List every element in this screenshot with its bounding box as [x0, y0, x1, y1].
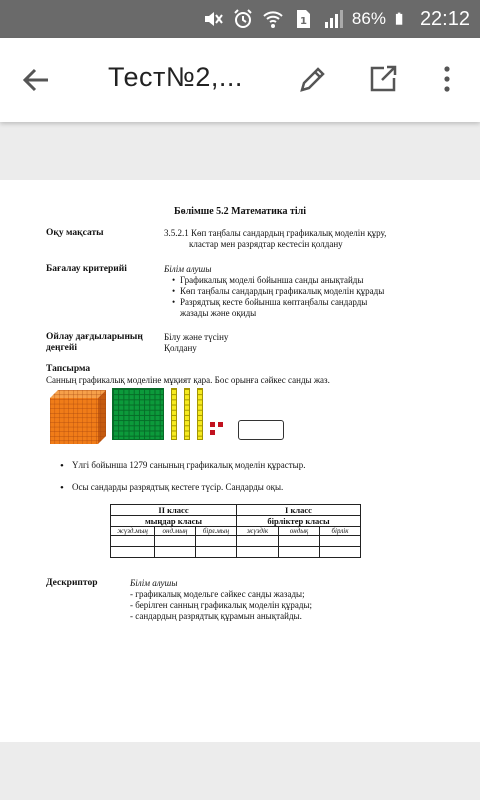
- column-header: бірл.мың: [196, 527, 237, 536]
- thinking-value-2: Қолдану: [164, 343, 197, 353]
- unit-cube-image: [218, 422, 223, 427]
- descriptor-label: Дескриптор: [46, 578, 98, 588]
- document-page: [0, 180, 480, 742]
- mute-icon: [202, 8, 224, 30]
- table-cell[interactable]: [155, 536, 196, 547]
- descriptor-subtitle: Білім алушы: [130, 578, 178, 588]
- task-text: Санның графикалық моделіне мұқият қара. Бос орынға сәйкес санды жаз.: [46, 375, 330, 385]
- table-cell[interactable]: [237, 547, 279, 558]
- ten-rod-image: [171, 388, 177, 440]
- more-vert-icon[interactable]: [438, 64, 456, 94]
- status-bar: [0, 0, 480, 38]
- page-heading: Бөлімше 5.2 Математика тілі: [173, 206, 307, 217]
- table-cell[interactable]: [320, 547, 361, 558]
- objective-label: Оқу мақсаты: [46, 228, 104, 238]
- table-cell[interactable]: [196, 536, 237, 547]
- descriptor-item: - берілген санның графикалық моделін құрады;: [130, 600, 313, 610]
- place-value-table: [110, 504, 361, 558]
- table-cell[interactable]: [196, 547, 237, 558]
- criteria-item: • Графикалық моделі бойынша санды анықтайды: [180, 275, 363, 286]
- table-cell[interactable]: [279, 547, 320, 558]
- bullet-item: • Осы сандарды разрядтық кестеге түсір. Сандарды оқы.: [72, 482, 283, 492]
- battery-icon: [394, 8, 408, 30]
- svg-text:1: 1: [299, 16, 307, 27]
- column-header: бірлік: [320, 527, 361, 536]
- table-cell[interactable]: [155, 547, 196, 558]
- back-arrow-icon[interactable]: [20, 64, 52, 96]
- descriptor-item: - графикалық модельге сәйкес санды жазады;: [130, 589, 305, 599]
- thinking-label-2: деңгейі: [46, 343, 78, 353]
- descriptor-item: - сандардың разрядтық құрамын анықтайды.: [130, 611, 302, 621]
- class-1-subheader: бірліктер класы: [237, 516, 361, 527]
- alarm-icon: [232, 8, 254, 30]
- table-cell[interactable]: [111, 536, 155, 547]
- edit-pencil-icon[interactable]: [298, 64, 328, 94]
- column-header: жүзд.мың: [111, 527, 155, 536]
- column-header: онд.мың: [155, 527, 196, 536]
- wifi-icon: [262, 8, 284, 30]
- document-title: Тест№2,...: [108, 62, 243, 92]
- table-cell[interactable]: [320, 536, 361, 547]
- status-icons: [202, 0, 470, 38]
- bullet-item: • Үлгі бойынша 1279 санының графикалық моделін құрастыр.: [72, 460, 305, 470]
- criteria-subtitle: Білім алушы: [164, 264, 212, 274]
- criteria-item-continued: жазады және оқиды: [180, 308, 257, 318]
- open-external-icon[interactable]: [368, 64, 398, 94]
- ten-rod-image: [184, 388, 190, 440]
- table-cell[interactable]: [279, 536, 320, 547]
- task-title: Тапсырма: [46, 364, 91, 374]
- table-cell[interactable]: [111, 547, 155, 558]
- ten-rod-image: [197, 388, 203, 440]
- thinking-value: Білу және түсіну: [164, 332, 229, 342]
- hundred-flat-image: [112, 388, 164, 440]
- table-cell[interactable]: [237, 536, 279, 547]
- objective-line-1: 3.5.2.1 Көп таңбалы сандардың графикалық моделін құру,: [164, 228, 387, 238]
- answer-box[interactable]: [238, 420, 284, 440]
- criteria-label: Бағалау критерийі: [46, 264, 127, 274]
- criteria-item: • Көп таңбалы сандардың графикалық моделін құрады: [180, 286, 384, 297]
- unit-cube-image: [210, 430, 215, 435]
- thousand-cube-image: [50, 390, 106, 444]
- battery-percent: 86%: [351, 9, 386, 28]
- app-bar: [0, 38, 480, 122]
- thinking-label: Ойлау дағдыларының: [46, 332, 143, 342]
- class-1-header: І класс: [237, 505, 361, 516]
- criteria-item: • Разрядтық кесте бойынша көптаңбалы сандарды: [180, 297, 367, 308]
- column-header: жүздік: [237, 527, 279, 536]
- unit-cube-image: [210, 422, 215, 427]
- class-2-subheader: мыңдар класы: [111, 516, 237, 527]
- class-2-header: ІІ класс: [111, 505, 237, 516]
- sim-icon: [292, 8, 314, 30]
- signal-icon: [322, 8, 344, 30]
- column-header: ондық: [279, 527, 320, 536]
- objective-line-2: кластар мен разрядтар кестесін қолдану: [189, 239, 343, 249]
- clock: 22:12: [419, 7, 470, 30]
